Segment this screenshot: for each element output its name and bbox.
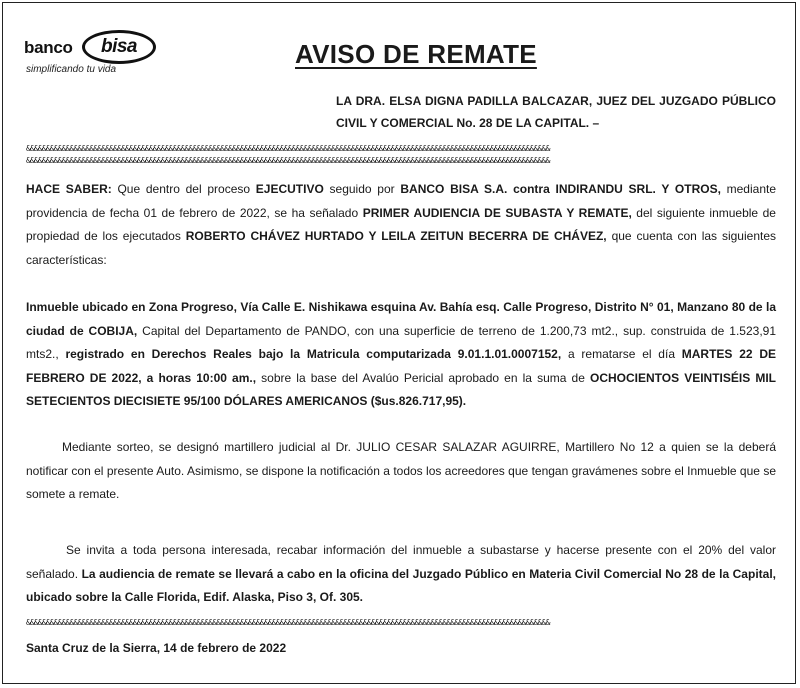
text-bold: EJECUTIVO [255,182,324,196]
text-bold: HACE SABER: [26,182,112,196]
text-bold: ROBERTO CHÁVEZ HURTADO Y LEILA ZEITUN BECERRA DE CHÁVEZ, [185,229,607,243]
banco-bisa-logo [24,30,144,78]
paragraph-hace-saber [26,178,776,272]
paragraph-martillero: Mediante sorteo, se designó martillero judicial al Dr. JULIO CESAR SALAZAR AGUIRRE, Martillero No 12 a quien se la deberá notificar con el presente Auto. Asimismo, se dispone la notificación a todos los acreedores que tengan gravámenes sobre el Inmueble que se somete a remate. [26,440,776,501]
text: seguido por [323,182,401,196]
text: Capital del Departamento de PANDO, con una superficie de terreno de 1.200,73 mt2., sup. construida de 1.523,91 mts2., [26,323,776,361]
paragraph-invitacion [26,539,776,610]
text-bold: Inmueble ubicado en Zona Progreso, Vía Calle E. Nishikawa esquina Av. Bahía esq. Calle Progreso, Distrito N° 01, Manzano 80 de la ciudad de COBIJA, [26,300,776,338]
logo-word: banco [24,38,73,57]
logo-oval-mark: bisa [82,30,156,64]
place-date: Santa Cruz de la Sierra, 14 de febrero de 2022 [26,641,287,655]
text: Que dentro del proceso [111,182,256,196]
text-bold: BANCO BISA S.A. contra INDIRANDU SRL. Y OTROS, [400,182,721,196]
text: Se invita a toda persona interesada, recabar información del inmueble a subastarse y hacerse presente con el 20% del valor señalado. [26,543,776,581]
text: a rematarse el día [561,347,682,361]
text: que cuenta con las siguientes características: [26,229,776,267]
separator-line: &&&&&&&&&&&&&&&&&&&&&&&&&&&&&&&&&&&&&&&&&&&&&&&&&&&&&&&&&&&&&&&&&&&&&&&&&&&&&&&&&&&&&&&&&&&&&&&&&&&&&&&&&&&&&&&&&&&&&&&&&&&&&&&&&&&& [26,618,550,627]
text: sobre la base del Avalúo Pericial aprobado en la suma de [256,370,590,385]
logo-tagline: simplificando tu vida [26,64,117,75]
paragraph-inmueble [26,296,776,414]
judge-heading: LA DRA. ELSA DIGNA PADILLA BALCAZAR, JUEZ DEL JUZGADO PÚBLICO CIVIL Y COMERCIAL No. 28 DE LA CAPITAL. – [336,94,776,130]
text: mediante providencia de fecha 01 de febrero de 2022, se ha señalado [26,182,776,220]
text-bold: OCHOCIENTOS VEINTISÉIS MIL SETECIENTOS DIECISIETE 95/100 DÓLARES AMERICANOS ($us.826.717,95). [26,370,776,408]
text-bold: La audiencia de remate se llevará a cabo en la oficina del Juzgado Público en Materia Civil Comercial No 28 de la Capital, ubicado sobre la Calle Florida, Edif. Alaska, Piso 3, Of. 305. [26,566,776,604]
separator-line: &&&&&&&&&&&&&&&&&&&&&&&&&&&&&&&&&&&&&&&&&&&&&&&&&&&&&&&&&&&&&&&&&&&&&&&&&&&&&&&&&&&&&&&&&&&&&&&&&&&&&&&&&&&&&&&&&&&&&&&&&&&&&&&&&&&& [26,144,550,153]
text: del siguiente inmueble de propiedad de los ejecutados [26,205,776,243]
notice-title: AVISO DE REMATE [295,39,537,69]
text-bold: registrado en Derechos Reales bajo la Matricula computarizada 9.01.1.01.0007152, [65,347,562,361]
text-bold: PRIMER AUDIENCIA DE SUBASTA Y REMATE, [362,205,632,220]
separator-line: &&&&&&&&&&&&&&&&&&&&&&&&&&&&&&&&&&&&&&&&&&&&&&&&&&&&&&&&&&&&&&&&&&&&&&&&&&&&&&&&&&&&&&&&&&&&&&&&&&&&&&&&&&&&&&&&&&&&&&&&&&&&&&&&&&&& [26,156,550,165]
text-bold: MARTES 22 DE FEBRERO DE 2022, a horas 10:00 am., [26,347,776,385]
